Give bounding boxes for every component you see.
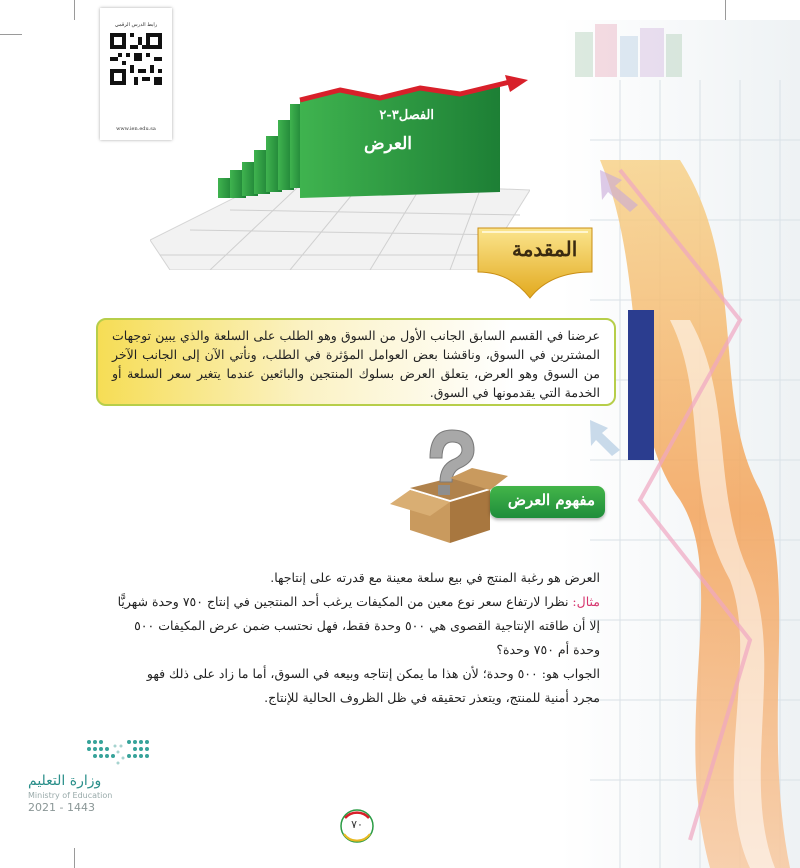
page-number: ٧٠ (351, 818, 363, 831)
page-number-badge (339, 808, 375, 844)
qr-caption-top: رابط الدرس الرقمي (114, 22, 158, 28)
decorative-side-graphic (560, 20, 800, 868)
question-box-illustration (380, 418, 510, 548)
concept-heading: مفهوم العرض (507, 491, 595, 509)
example-label: مثال: (572, 594, 600, 609)
crop-mark (74, 0, 75, 20)
concept-heading-banner (490, 486, 605, 518)
answer-line: مجرد أمنية للمنتج، ويتعذر تحقيقه في ظل الظروف الحالية للإنتاج. (264, 690, 600, 705)
answer-line: الجواب هو: ٥٠٠ وحدة؛ لأن هذا ما يمكن إنتاجه وبيعه في السوق، أما ما زاد على ذلك فهو (146, 666, 600, 681)
chapter-title: العرض (363, 134, 412, 154)
intro-tab-shape (470, 222, 600, 302)
intro-heading: المقدمة (512, 237, 578, 261)
intro-paragraph: عرضنا في القسم السابق الجانب الأول من السوق وهو الطلب على السلعة والذي يبين توجهات المشترين في السوق، وناقشنا بعض العوامل المؤثرة في الطلب، ونأتي الآن إلى الجانب الآخر من السوق وهو العرض، يتعلق العرض بسلوك المنتجين والبائعين عندما يتغير سعر السلعة أو الخدمة التي يقدمونها في السوق. (112, 328, 600, 400)
example-text: نظرا لارتفاع سعر نوع معين من المكيفات يرغب أحد المنتجين في إنتاج ٧٥٠ وحدة شهريًّا (117, 594, 573, 609)
intro-text-box (96, 318, 616, 406)
crop-mark (74, 848, 75, 868)
edition-year: 2021 - 1443 (28, 801, 95, 814)
ministry-name-english: Ministry of Education (28, 791, 113, 800)
example-line (118, 594, 600, 609)
qr-caption-url: www.ien.edu.sa (116, 126, 156, 132)
example-line: وحدة أم ٧٥٠ وحدة؟ (496, 642, 600, 657)
crop-mark (725, 0, 726, 20)
chapter-number: الفصل٣-٢ (379, 108, 434, 123)
crop-mark (0, 34, 22, 35)
definition-text: العرض هو رغبة المنتج في بيع سلعة معينة مع قدرته على إنتاجها. (270, 570, 600, 585)
ministry-name-arabic: وزارة التعليم (28, 773, 102, 789)
ministry-logo-icon (85, 736, 155, 770)
example-line: إلا أن طاقته الإنتاجية القصوى هي ٥٠٠ وحدة فقط، فهل نحتسب ضمن عرض المكيفات ٥٠٠ (134, 618, 600, 633)
